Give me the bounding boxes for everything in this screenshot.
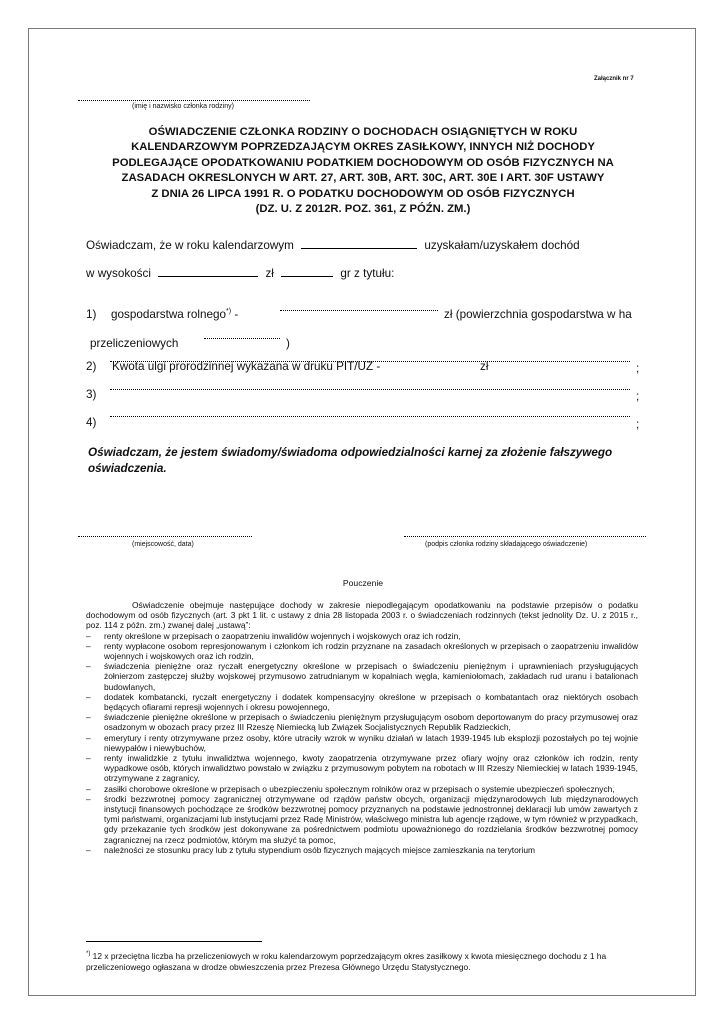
item-3-field[interactable] [110,389,630,390]
instructions-intro: Oświadczenie obejmuje następujące dochody w zakresie niepodlegającym opodatkowaniu na podstawie przepisów o podatku dochodowym od osób fizycznych (art. 3 pkt 1 lit. c ustawy z dnia 28 listopada 2003 r. o świadczeniach rodzinnych (tekst jednolity Dz. U. z 2015 r., poz. 114 z późn. zm.) zwanej dalej „ustawą”: [86,600,638,631]
place-date-field[interactable] [78,536,252,537]
member-name-field[interactable] [78,100,310,101]
footnote-ref: *) [226,308,232,316]
item-2-number: 2) [86,360,97,373]
item-2-text: Kwota ulgi prorodzinnej wykazana w druku PIT/UZ - [112,360,381,373]
item-3-semicolon: ; [636,390,640,403]
income-list [86,631,638,855]
instructions-title: Pouczenie [342,578,384,588]
item-1-number: 1) [86,308,97,321]
list-item: – renty inwalidzkie z tytułu inwalidztwa wojennego, kwoty zaopatrzenia otrzymywane przez ofiary wojny oraz członków ich rodzin, renty wypadkowe osób, których inwalidztwo powstało w związku z przymusowym pobytem na robotach w III Rzeszy Niemieckiej w latach 1939-1945, otrzymywane z zagranicy, [86,753,638,784]
list-item: – zasiłki chorobowe określone w przepisach o ubezpieczeniu społecznym rolników oraz w przepisach o systemie ubezpieczeń społecznych, [86,783,615,794]
item-2-unit: zł [480,360,489,373]
item-2-field[interactable] [110,361,630,362]
list-item: – należności ze stosunku pracy lub z tytułu stypendium osób fizycznych mających miejsce zamieszkania na terytorium [86,844,536,855]
item-1-close: ) [286,337,290,350]
list-item: – dodatek kombatancki, ryczałt energetyczny i dodatek kompensacyjny określone w przepisach o kombatantach oraz niektórych osobach będących ofiarami represji wojennych i okresu powojennego, [86,691,638,713]
item-4-number: 4) [86,416,97,429]
declaration-line-1 [86,238,580,252]
title-line: PODLEGAJĄCE OPODATKOWANIU PODATKIEM DOCHODOWYM OD OSÓB FIZYCZNYCH NA [112,156,614,169]
item-4-semicolon: ; [636,418,640,431]
annex-label: Załącznik nr 7 [594,76,634,82]
declaration-text: w wysokości [86,267,151,280]
farm-area-field[interactable] [204,338,280,339]
signature-caption: (podpis członka rodziny składającego oświadczenie) [425,541,588,548]
instructions-body [86,600,638,855]
place-date-caption: (miejscowość, data) [132,541,194,548]
declaration-line-2 [86,266,394,280]
liability-statement: Oświadczam, że jestem świadomy/świadoma odpowiedzialności karnej za złożenie fałszywego oświadczenia. [88,446,613,475]
footnote-text: 12 x przeciętna liczba ha przeliczeniowych w roku kalendarzowym poprzedzającym okres zasiłkowy x kwota miesięcznego dochodu z 1 ha przeliczeniowego ogłaszana w drodze obwieszczenia przez Prezesa Głównego Urzędu Statystycznego. [86,950,607,972]
currency-zl: zł [265,267,274,280]
footnote-separator [86,941,262,942]
title-line: KALENDARZOWYM POPRZEDZAJĄCYM OKRES ZASIŁKOWY, INNYCH NIŻ DOCHODY [131,141,595,154]
list-item: – emerytury i renty otrzymywane przez osoby, które utraciły wzrok w wyniku działań w latach 1939-1945 lub eksplozji pozostałych po tej wojnie niewypałów i niewybuchów, [86,732,638,753]
member-name-caption: (imię i nazwisko członka rodziny) [132,103,234,110]
list-item: – środki bezzwrotnej pomocy zagranicznej otrzymywane od rządów państw obcych, organizacji międzynarodowych lub międzynarodowych instytucji finansowych pochodzące ze środków bezzwrotnej pomocy przyznanych na podstawie jednostronnej deklaracji lub umów zawartych z tymi państwami, organizacjami lub instytucjami przez Radę Ministrów, właściwego ministra lub agencje rządowe, w tym również w przypadkach, gdy przekazanie tych środków jest dokonywane za pośrednictwem podmiotu upoważnionego do rozdzielania środków bezzwrotnej pomocy zagranicznej na rzecz podmiotów, którym ma służyć ta pomoc, [86,793,638,845]
signature-field[interactable] [404,536,646,537]
list-item: – renty określone w przepisach o zaopatrzeniu inwalidów wojennych i wojskowych oraz ich rodzin, [86,630,461,641]
list-item: – świadczenie pieniężne określone w przepisach o świadczeniu pieniężnym przysługującym osobom deportowanym do pracy przymusowej oraz osadzonym w obozach pracy przez III Rzeszę Niemiecką lub Związek Socjalistycznych Republik Radzieckich, [86,712,638,733]
item-1-unit: zł (powierzchnia gospodarstwa w ha [444,308,632,321]
title-line: Z DNIA 26 LIPCA 1991 R. O PODATKU DOCHODOWYM OD OSÓB FIZYCZNYCH [151,187,575,200]
footnote-mark: *) [86,951,91,957]
item-1-continuation: przeliczeniowych [90,337,179,350]
list-item: – renty wypłacone osobom represjonowanym i członkom ich rodzin przyznane na zasadach określonych w przepisach o zaopatrzeniu inwalidów wojennych i wojskowych oraz ich rodzin, [86,640,638,662]
item-4-field[interactable] [110,416,630,417]
year-field[interactable] [301,238,417,249]
farm-income-field[interactable] [280,310,438,311]
title-line: (DZ. U. Z 2012R. POZ. 361, Z PÓŹN. ZM.) [255,203,471,216]
declaration-text: uzyskałam/uzyskałem dochód [424,239,580,252]
item-3-number: 3) [86,388,97,401]
title-line: ZASADACH OKRESLONYCH W ART. 27, ART. 30B, ART. 30C, ART. 30E I ART. 30F USTAWY [121,172,605,185]
item-1-label: gospodarstwa rolnego*) - [111,308,239,321]
document-title [80,125,646,217]
list-item: – świadczenia pieniężne oraz ryczałt energetyczny określone w przepisach o świadczeniu pieniężnym i uprawnieniach przysługujących żołnierzom zastępczej służby wojskowej przymusowo zatrudnianym w kopalniach węgla, kamieniołomach, zakładach rud uranu i batalionach budowlanych, [86,661,638,692]
declaration-text: Oświadczam, że w roku kalendarzowym [86,239,294,252]
declaration-text: gr z tytułu: [340,267,395,280]
item-2-semicolon: ; [636,362,640,375]
amount-gr-field[interactable] [281,266,333,277]
footnote [86,949,638,973]
title-line: OŚWIADCZENIE CZŁONKA RODZINY O DOCHODACH OSIĄGNIĘTYCH W ROKU [148,126,578,138]
amount-zl-field[interactable] [158,266,258,277]
